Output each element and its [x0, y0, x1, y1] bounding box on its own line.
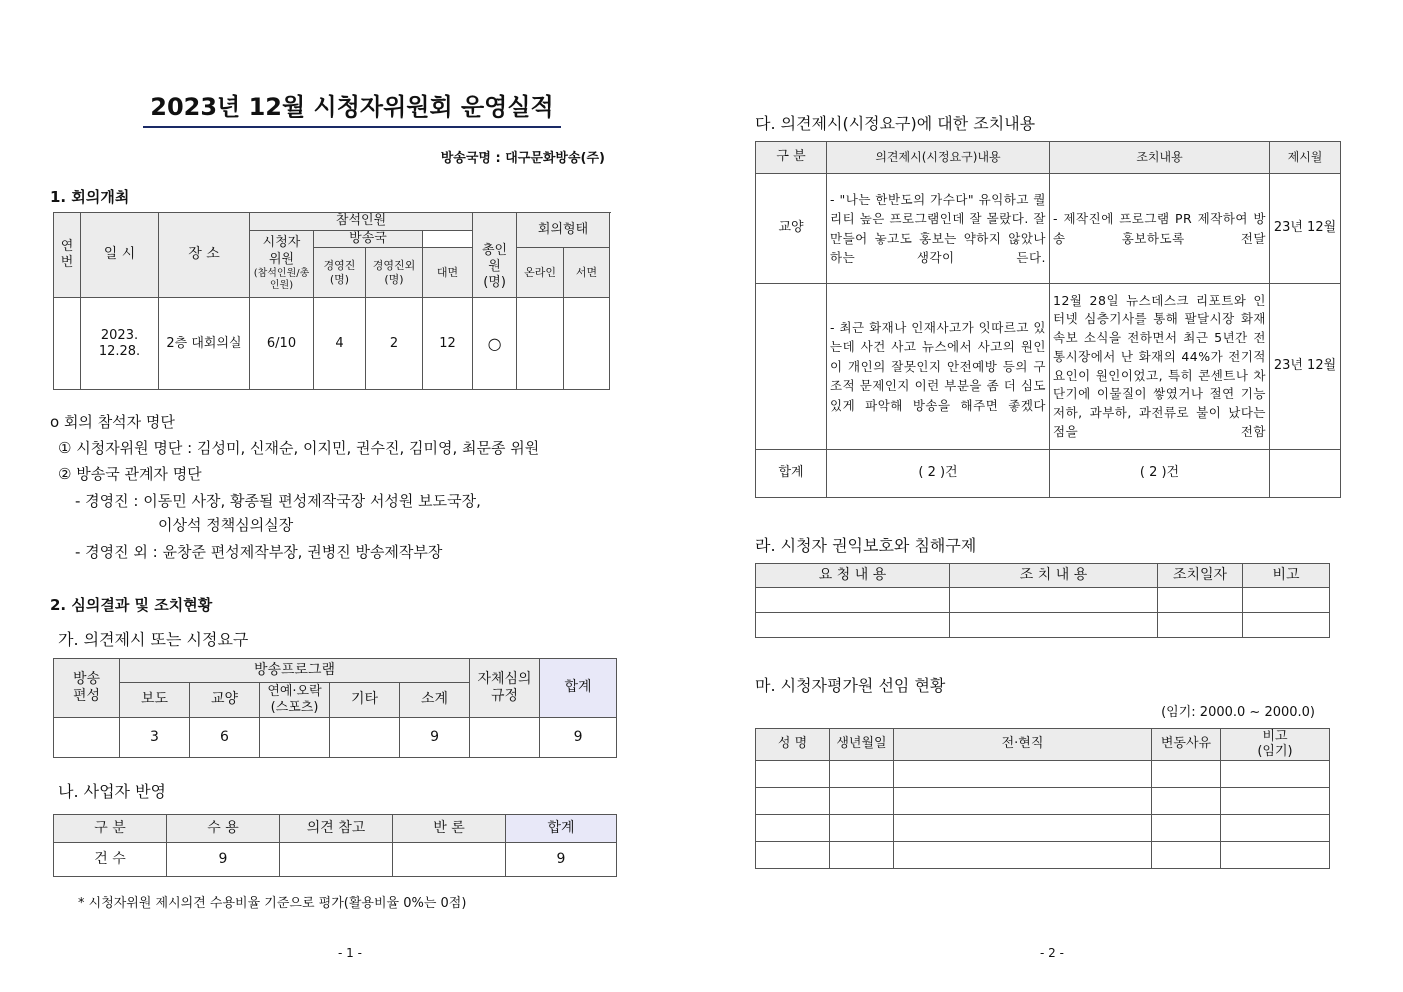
- cell-face: ○: [473, 298, 517, 390]
- col-date: 조치일자: [1158, 564, 1243, 588]
- meeting-table: [53, 212, 610, 390]
- col-accept: 수 용: [167, 815, 280, 843]
- col-edu: 교양: [190, 683, 260, 718]
- cell-no: [54, 298, 81, 390]
- table-row: [756, 815, 1330, 842]
- evaluator-table: [755, 728, 1330, 869]
- col-news: 보도: [120, 683, 190, 718]
- page-title: 2023년 12월 시청자위원회 운영실적: [143, 88, 561, 128]
- col-sum: 합계: [540, 659, 617, 718]
- col-total: 총인원(명): [473, 213, 517, 298]
- cell-opinion: - "나는 한반도의 가수다" 유익하고 퀄리티 높은 프로그램인데 잘 몰랐다. 잘 만들어 놓고도 홍보는 약하지 않았나하는 생각이 든다.: [827, 174, 1050, 284]
- reflection-table: [53, 814, 617, 877]
- col-opinion: 의견제시(시정요구)내용: [827, 142, 1050, 174]
- evaluator-term: (임기: 2000.0 ~ 2000.0): [1161, 705, 1315, 720]
- cell-written: [564, 298, 610, 390]
- cell-total-opinion: ( 2 )건: [827, 450, 1050, 498]
- col-written: 서면: [564, 248, 610, 298]
- cell-online: [517, 298, 564, 390]
- col-act: 조 치 내 용: [950, 564, 1158, 588]
- cell-subtotal: 9: [400, 718, 470, 758]
- section-2b-heading: 나. 사업자 반영: [58, 782, 166, 801]
- cell-total-action: ( 2 )건: [1050, 450, 1270, 498]
- col-note: 비고(임기): [1221, 729, 1330, 761]
- col-nonexec: 경영진외(명): [366, 248, 423, 298]
- col-etc: 기타: [330, 683, 400, 718]
- page-number-1: - 1 -: [338, 946, 362, 960]
- table-row: [756, 284, 1341, 450]
- cell-div: 교양: [756, 174, 827, 284]
- col-attend: 참석인원: [250, 213, 473, 231]
- col-self: 자체심의규정: [470, 659, 540, 718]
- table-row: [756, 588, 1330, 613]
- col-job: 전·현직: [894, 729, 1152, 761]
- col-date: 일 시: [81, 213, 159, 298]
- col-sum: 합계: [506, 815, 617, 843]
- cell-sum: 9: [506, 843, 617, 877]
- col-rebut: 반 론: [393, 815, 506, 843]
- col-ent: 연예·오락(스포츠): [260, 683, 330, 718]
- cell-month: 23년 12월: [1270, 174, 1341, 284]
- cell-date: 2023. 12.28.: [81, 298, 159, 390]
- col-birth: 생년월일: [830, 729, 894, 761]
- col-action: 조치내용: [1050, 142, 1270, 174]
- table-row: [54, 843, 617, 877]
- cell-accept: 9: [167, 843, 280, 877]
- opinion-count-table: [53, 658, 617, 758]
- section-c-heading: 다. 의견제시(시정요구)에 대한 조치내용: [755, 114, 1036, 133]
- col-subtotal: 소계: [400, 683, 470, 718]
- cell-org: [54, 718, 120, 758]
- col-ref: 의견 참고: [280, 815, 393, 843]
- table-row: [756, 788, 1330, 815]
- col-org: 방송편성: [54, 659, 120, 718]
- cell-viewer: 6/10: [250, 298, 314, 390]
- table-row: [54, 718, 617, 758]
- cell-sum: 9: [540, 718, 617, 758]
- col-div: 구 분: [54, 815, 167, 843]
- col-place: 장 소: [159, 213, 250, 298]
- attendees-line-5: - 경영진 외 : 윤창준 편성제작부장, 권병진 방송제작부장: [75, 543, 443, 561]
- col-div: 구 분: [756, 142, 827, 174]
- col-form: 회의형태: [517, 213, 610, 248]
- rights-table: [755, 563, 1330, 638]
- col-req: 요 청 내 용: [756, 564, 950, 588]
- page-number-2: - 2 -: [1040, 946, 1064, 960]
- col-prog: 방송프로그램: [120, 659, 470, 683]
- cell-place: 2층 대회의실: [159, 298, 250, 390]
- col-no: 연번: [54, 213, 81, 298]
- attendees-heading: o 회의 참석자 명단: [50, 413, 175, 431]
- section-2a-heading: 가. 의견제시 또는 시정요구: [58, 630, 249, 649]
- cell-action: 12월 28일 뉴스데스크 리포트와 인터넷 심층기사를 통해 팔달시장 화재 속보 소식을 전하면서 최근 5년간 전통시장에서 난 화재의 44%가 전기적 요인이 원인이었고, 특히 콘센트나 차단기에 이물질이 쌓였거나 절연 기능 저하, 과부하, 과전류로 불이 났다는 점을 전함: [1050, 284, 1270, 450]
- cell-nonexec: 2: [366, 298, 423, 390]
- cell-ent: [260, 718, 330, 758]
- table-row: [54, 298, 610, 390]
- attendees-line-1: ① 시청자위원 명단 : 김성미, 신재순, 이지민, 권수진, 김미영, 최문종 위원: [58, 439, 540, 457]
- cell-ref: [280, 843, 393, 877]
- attendees-line-4: 이상석 정책심의실장: [158, 516, 294, 534]
- cell-exec: 4: [314, 298, 366, 390]
- table-row-total: [756, 450, 1341, 498]
- col-viewer: 시청자위원 (참석인원/총인원): [250, 231, 314, 298]
- cell-etc: [330, 718, 400, 758]
- cell-action: - 제작진에 프로그램 PR 제작하여 방송 홍보하도록 전달: [1050, 174, 1270, 284]
- cell-div: 건 수: [54, 843, 167, 877]
- cell-rebut: [393, 843, 506, 877]
- cell-month: 23년 12월: [1270, 284, 1341, 450]
- col-exec: 경영진(명): [314, 248, 366, 298]
- cell-edu: 6: [190, 718, 260, 758]
- table-row: [756, 174, 1341, 284]
- section-1-heading: 1. 회의개최: [50, 188, 130, 206]
- col-station: 방송국: [314, 231, 423, 248]
- section-2-heading: 2. 심의결과 및 조치현황: [50, 596, 213, 614]
- col-reason: 변동사유: [1152, 729, 1221, 761]
- attendees-line-2: ② 방송국 관계자 명단: [58, 465, 202, 483]
- cell-total-label: 합계: [756, 450, 827, 498]
- cell-opinion: - 최근 화재나 인재사고가 잇따르고 있는데 사건 사고 뉴스에서 사고의 원인이 개인의 잘못인지 안전예방 등의 구조적 문제인지 이런 부분을 좀 더 심도있게 파악해 방송을 해주면 좋겠다: [827, 284, 1050, 450]
- evaluation-note: * 시청자위원 제시의견 수용비율 기준으로 평가(활용비율 0%는 0점): [78, 896, 467, 911]
- col-face: 대면: [423, 248, 473, 298]
- col-month: 제시월: [1270, 142, 1341, 174]
- attendees-line-3: - 경영진 : 이동민 사장, 황종될 편성제작국장 서성원 보도국장,: [75, 492, 481, 510]
- col-note: 비고: [1243, 564, 1330, 588]
- col-name: 성 명: [756, 729, 830, 761]
- section-e-heading: 마. 시청자평가원 선임 현황: [755, 676, 946, 695]
- cell-total-month: [1270, 450, 1341, 498]
- cell-total: 12: [423, 298, 473, 390]
- action-table: [755, 141, 1341, 498]
- cell-self: [470, 718, 540, 758]
- table-row: [756, 761, 1330, 788]
- broadcaster-name: 방송국명 : 대구문화방송(주): [440, 151, 605, 166]
- table-row: [756, 842, 1330, 869]
- table-row: [756, 613, 1330, 638]
- section-d-heading: 라. 시청자 권익보호와 침해구제: [755, 536, 977, 555]
- col-online: 온라인: [517, 248, 564, 298]
- cell-div: [756, 284, 827, 450]
- cell-news: 3: [120, 718, 190, 758]
